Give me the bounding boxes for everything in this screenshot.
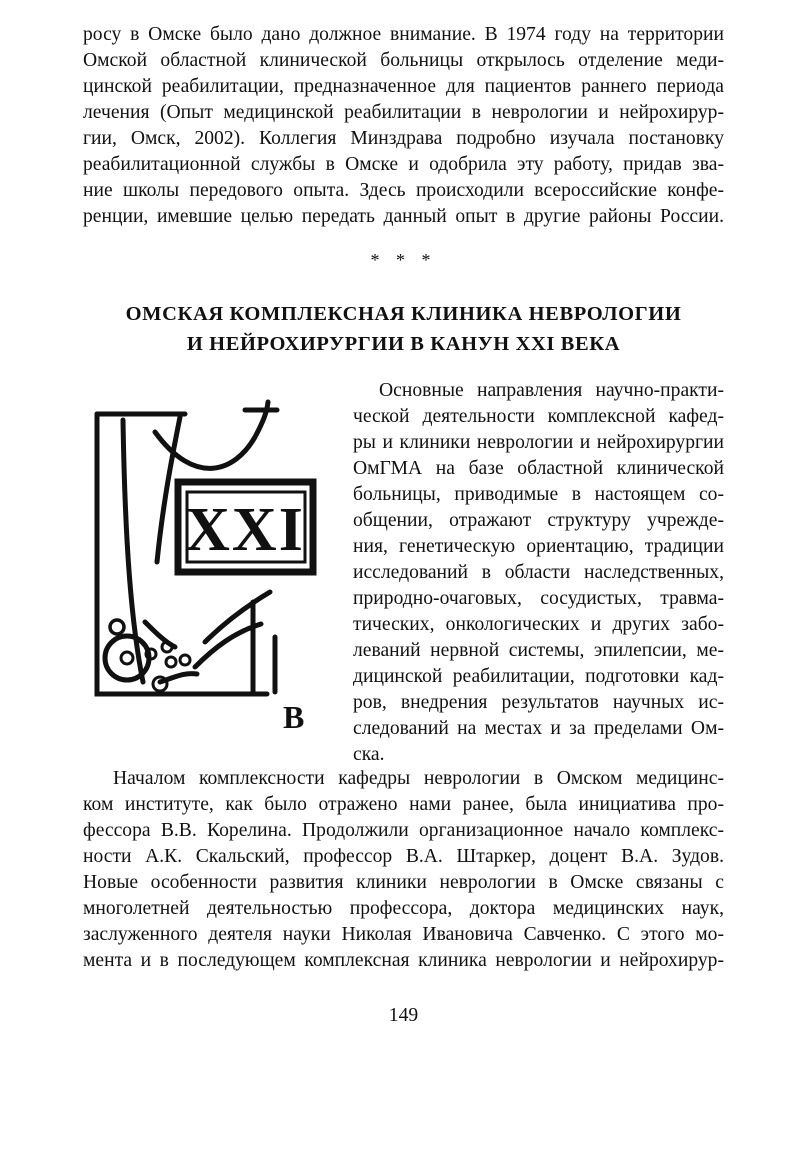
text-line: ренции, имевшие целью передать данный опыт в другие районы России. xyxy=(83,206,724,227)
section-heading-line-2: И НЕЙРОХИРУРГИИ В КАНУН XXI ВЕКА xyxy=(186,333,621,355)
text-line: ров, внедрения результатов научных ис- xyxy=(353,692,724,713)
section-heading-line-1: ОМСКАЯ КОМПЛЕКСНАЯ КЛИНИКА НЕВРОЛОГИИ xyxy=(125,303,682,325)
text-line: больницы, приводимые в настоящем со- xyxy=(353,484,724,505)
text-line: ческой деятельности комплексной кафед- xyxy=(353,406,724,427)
text-line: цинской реабилитации, предназначенное для пациентов раннего периода xyxy=(83,76,724,97)
text-line: фессора В.В. Корелина. Продолжили организационное начало комплекс- xyxy=(83,820,724,841)
text-line: дицинской реабилитации, подготовки кад- xyxy=(353,666,724,687)
text-line: гии, Омск, 2002). Коллегия Минздрава подробно изучала постановку xyxy=(83,128,724,149)
text-line: мента и в последующем комплексная клиника неврологии и нейрохирур- xyxy=(83,950,724,971)
text-line: лечения (Опыт медицинской реабилитации в неврологии и нейрохирур- xyxy=(83,102,724,123)
text-line: общении, отражают структуру учрежде- xyxy=(353,510,724,531)
text-line: ры и клиники неврологии и нейрохирургии xyxy=(353,432,724,453)
text-line: Началом комплексности кафедры неврологии в Омском медицинс- xyxy=(113,768,724,789)
text-line: ния, генетическую ориентацию, традиции xyxy=(353,536,724,557)
text-line: ности А.К. Скальский, профессор В.А. Штаркер, доцент В.А. Зудов. xyxy=(83,846,724,867)
text-line: Новые особенности развития клиники неврологии в Омске связаны с xyxy=(83,872,724,893)
text-line: Омской областной клинической больницы открылось отделение меди- xyxy=(83,50,724,71)
text-line: росу в Омске было дано должное внимание. В 1974 году на территории xyxy=(83,24,724,45)
text-line: ска. xyxy=(353,744,385,765)
page-number: 149 xyxy=(388,1005,419,1026)
text-line: Основные направления научно-практи- xyxy=(379,380,724,401)
text-line: ние школы передового опыта. Здесь происходили всероссийские конфе- xyxy=(83,180,724,201)
text-line: ком институте, как было отражено нами ранее, была инициатива про- xyxy=(83,794,724,815)
section-separator: * * * xyxy=(370,250,437,270)
text-line: исследований в области наследственных, xyxy=(353,562,724,583)
text-line: следований на местах и за пределами Ом- xyxy=(353,718,724,739)
text-line: природно-очаговых, сосудистых, травма- xyxy=(353,588,724,609)
text-line: ОмГМА на базе областной клинической xyxy=(353,458,724,479)
xxi-century-emblem xyxy=(85,392,325,732)
author-monogram: В xyxy=(283,699,305,732)
text-line: реабилитационной службы в Омске и одобрила эту работу, придав зва- xyxy=(83,154,724,175)
text-line: тических, онкологических и других забо- xyxy=(353,614,724,635)
text-line: многолетней деятельностью профессора, доктора медицинских наук, xyxy=(83,898,724,919)
text-line: леваний нервной системы, эпилепсии, ме- xyxy=(353,640,724,661)
xxi-numeral: XXI xyxy=(185,496,305,564)
text-line: заслуженного деятеля науки Николая Ивановича Савченко. С этого мо- xyxy=(83,924,724,945)
